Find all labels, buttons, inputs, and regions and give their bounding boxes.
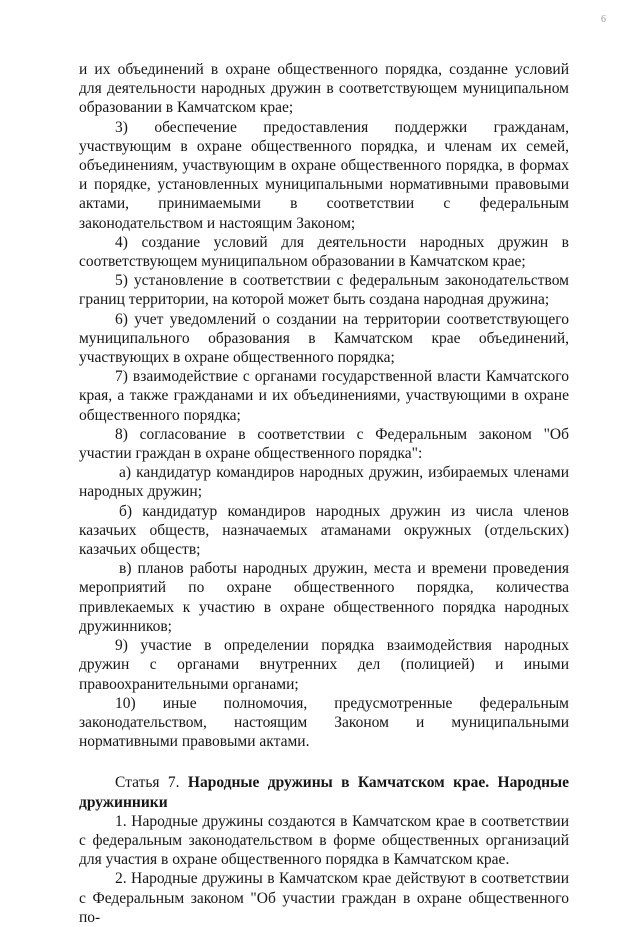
- article-paragraph-2: 2. Народные дружины в Камчатском крае действуют в соответствии с Федеральным законом "Об участии граждан в охране общественного по-: [79, 870, 569, 926]
- paragraph-item-9: 9) участие в определении порядка взаимодействия народных дружин с органами внутренних дел (полицией) и иными правоохранительными органами;: [79, 637, 569, 693]
- paragraph-item-7: 7) взаимодействие с органами государственной власти Камчатского края, а также гражданами и их объединениями, участвующими в охране общественного порядка;: [79, 368, 569, 424]
- paragraph-subitem-b: б) кандидатур командиров народных дружин из числа членов казачьих обществ, назначаемых атаманами окружных (отдельских) казачьих обществ;: [79, 502, 569, 559]
- paragraph-item-10: 10) иные полномочия, предусмотренные федеральным законодательством, настоящим Законом и муниципальными нормативными правовыми актами.: [79, 694, 569, 751]
- article-heading: [79, 773, 569, 811]
- paragraph-continuation: и их объединений в охране общественного порядка, созданне условий для деятельности народных дружин в соответствующем муниципальном образовании в Камчатском крае;: [79, 61, 569, 117]
- article-number: Статья 7.: [115, 774, 180, 792]
- paragraph-subitem-v: в) планов работы народных дружин, места и времени проведения мероприятий по охране общественного порядка, количества привлекаемых к участию в охране общественного порядка народных дружинников;: [79, 560, 569, 635]
- article-paragraph-1: 1. Народные дружины создаются в Камчатском крае в соответствии с федеральным законодательством в форме общественных организаций для участия в охране общественного порядка в Камчатском крае.: [79, 812, 569, 869]
- page-corner-mark: 6: [601, 14, 606, 25]
- paragraph-subitem-a: а) кандидатур командиров народных дружин, избираемых членами народных дружин;: [79, 464, 569, 501]
- document-body: [79, 60, 569, 927]
- paragraph-item-8: 8) согласование в соответствии с Федеральным законом "Об участии граждан в охране общественного порядка":: [79, 425, 569, 463]
- paragraph-item-4: 4) создание условий для деятельности народных дружин в соответствующем муниципальном образовании в Камчатском крае;: [79, 233, 569, 271]
- paragraph-item-5: 5) установление в соответствии с федеральным законодательством границ территории, на которой может быть создана народная дружина;: [79, 272, 569, 309]
- paragraph-item-3: 3) обеспечение предоставления поддержки гражданам, участвующим в охране общественного порядка, и членам их семей, объединениям, участвующим в охране общественного порядка, в формах и порядке, установленных муниципальными нормативными правовыми актами, принимаемыми в соответствии с федеральным законодательством и настоящим Законом;: [79, 118, 569, 232]
- article-title: Народные дружины в Камчатском крае. Народные дружинники: [79, 774, 569, 811]
- paragraph-item-6: 6) учет уведомлений о создании на территории соответствующего муниципального образования в Камчатском крае объединений, участвующих в охране общественного порядка;: [79, 310, 569, 367]
